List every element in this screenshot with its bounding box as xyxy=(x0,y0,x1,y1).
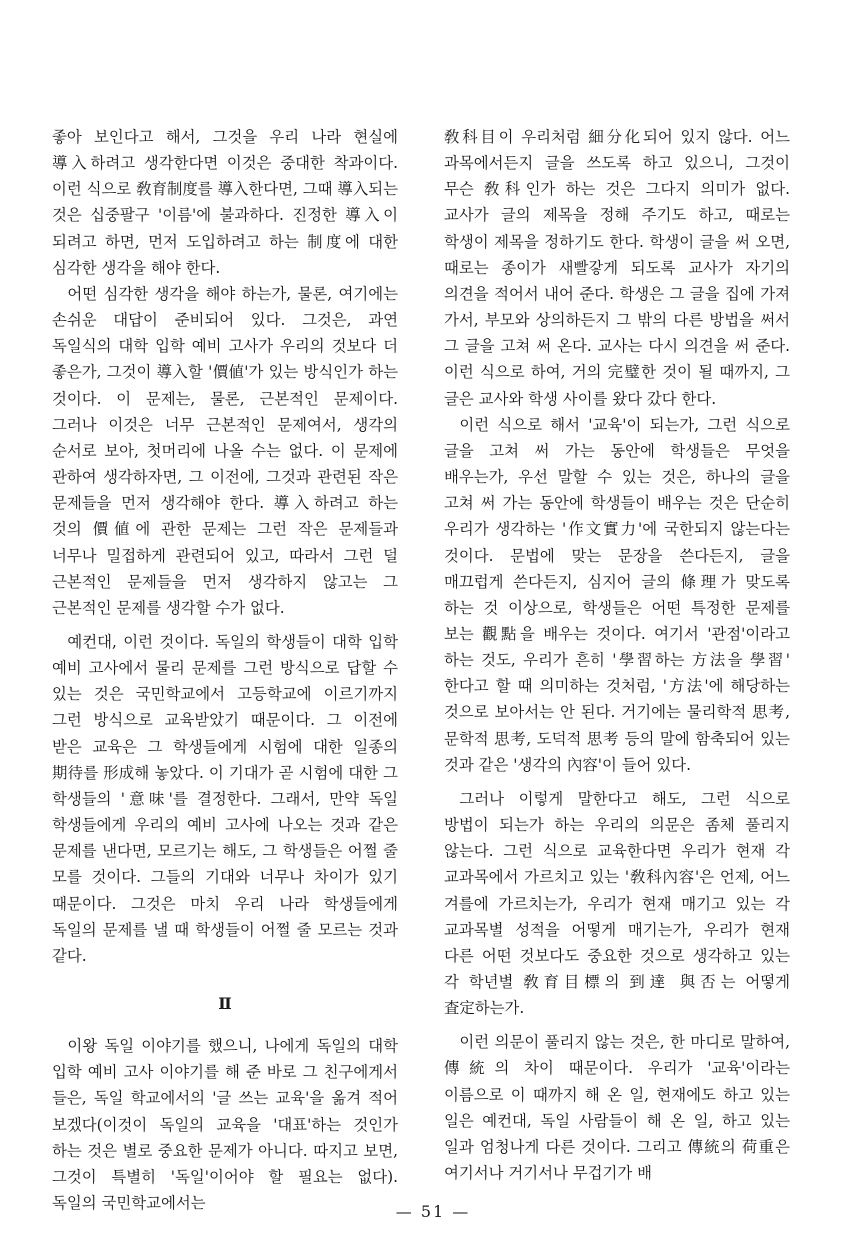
section-heading: Ⅱ xyxy=(218,994,232,1013)
left-column xyxy=(52,124,398,1216)
paragraph: 예컨대, 이런 것이다. 독일의 학생들이 대학 입학 예비 고사에서 물리 문제를 그런 방식으로 답할 수 있는 것은 국민학교에서 고등학교에 이르기까지 그런 방식으로 교육받았기 때문이다. 그 이전에 받은 교육은 그 학생들에게 시험에 대한 일종의 期待를 形成해 놓았다. 이 기대가 곧 시험에 대한 그 학생들의 '意味'를 결정한다. 그래서, 만약 독일 학생들에게 우리의 예비 고사에 나오는 것과 같은 문제를 낸다면, 모르기는 해도, 그 학생들은 어쩔 줄 모를 것이다. 그들의 기대와 너무나 차이가 있기 때문이다. 그것은 마치 우리 나라 학생들에게 독일의 문제를 낼 때 학생들이 어쩔 줄 모르는 것과 같다. xyxy=(52,632,398,965)
paragraph: 이런 의문이 풀리지 않는 것은, 한 마디로 말하여, 傳統의 차이 때문이다. 우리가 '교육'이라는 이름으로 이 때까지 해 온 일, 현재에도 하고 있는 일은 예컨대, 독일 사람들이 해 온 일, 하고 있는 일과 엄청나게 다른 것이다. 그리고 傳統의 荷重은 여기서나 거기서나 무겁기가 배 xyxy=(444,1033,790,1183)
paragraph: 이왕 독일 이야기를 했으니, 나에게 독일의 대학 입학 예비 고사 이야기를 해 준 바로 그 친구에게서 들은, 독일 학교에서의 '글 쓰는 교육'을 옮겨 적어 보겠다(이것이 독일의 교육을 '대표'하는 것인가 하는 것은 별로 중요한 문제가 아니다. 따지고 보면, 그것이 특별히 '독일'이어야 할 필요는 없다). 독일의 국민학교에서는 xyxy=(52,1037,398,1213)
paragraph: 좋아 보인다고 해서, 그것을 우리 나라 현실에 導入하려고 생각한다면 이것은 중대한 착과이다. 이런 식으로 敎育制度를 導入한다면, 그때 導入되는 것은 십중팔구 '이름'에 불과하다. 진정한 導入이 되려고 하면, 먼저 도입하려고 하는 制度에 대한 심각한 생각을 해야 한다. xyxy=(52,128,398,277)
paragraph: 이런 식으로 해서 '교육'이 되는가, 그런 식으로 글을 고쳐 써 가는 동안에 학생들은 무엇을 배우는가, 우선 말할 수 있는 것은, 하나의 글을 고쳐 써 가는 동안에 학생들이 배우는 것은 단순히 우리가 생각하는 '作文實力'에 국한되지 않는다는 것이다. 문법에 맞는 문장을 쓴다든지, 글을 매끄럽게 쓴다든지, 심지어 글의 條理가 맞도록 하는 것 이상으로, 학생들은 어떤 특정한 문제를 보는 觀點을 배우는 것이다. 여기서 '관점'이라고 하는 것도, 우리가 흔히 '學習하는 方法을 學習' 한다고 할 때 의미하는 것처럼, '方法'에 해당하는 것으로 보아서는 안 된다. 거기에는 물리학적 思考, 문학적 思考, 도덕적 思考 등의 말에 함축되어 있는 것과 같은 '생각의 內容'이 들어 있다. xyxy=(444,415,790,774)
paragraph: 敎科目이 우리처럼 細分化되어 있지 않다. 어느 과목에서든지 글을 쓰도록 하고 있으니, 그것이 무슨 敎科인가 하는 것은 그다지 의미가 없다. 교사가 글의 제목을 정해 주기도 하고, 때로는 학생이 제목을 정하기도 한다. 학생이 글을 써 오면, 때로는 종이가 새빨갛게 되도록 교사가 자기의 의견을 적어서 내어 준다. 학생은 그 글을 집에 가져 가서, 부모와 상의하든지 그 밖의 다른 방법을 써서 그 글을 고쳐 써 온다. 교사는 다시 의견을 써 준다. 이런 식으로 하여, 거의 完璧한 것이 될 때까지, 그 글은 교사와 학생 사이를 왔다 갔다 한다. xyxy=(444,128,790,408)
right-column xyxy=(444,124,790,1186)
paragraph: 그러나 이렇게 말한다고 해도, 그런 식으로 방법이 되는가 하는 우리의 의문은 좀체 풀리지 않는다. 그런 식으로 교육한다면 우리가 현재 각 교과목에서 가르치고 있는 '敎科內容'은 언제, 어느 겨를에 가르치는가, 우리가 현재 매기고 있는 각 교과목별 성적을 어떻게 매기는가, 우리가 현재 다른 어떤 것보다도 중요한 것으로 생각하고 있는 각 학년별 敎育目標의 到達 與否는 어떻게 査定하는가. xyxy=(444,789,790,1018)
page-number: — 51 — xyxy=(395,1202,471,1221)
paragraph: 어떤 심각한 생각을 해야 하는가, 물론, 여기에는 손쉬운 대답이 준비되어 있다. 그것은, 과연 독일식의 대학 입학 예비 고사가 우리의 것보다 더 좋은가, 그것이 導入할 '價値'가 있는 방식인가 하는 것이다. 이 문제는, 물론, 근본적인 문제이다. 그러나 이것은 너무 근본적인 문제여서, 생각의 순서로 보아, 첫머리에 나올 수는 없다. 이 문제에 관하여 생각하자면, 그 이전에, 그것과 관련된 작은 문제들을 먼저 생각해야 한다. 導入하려고 하는 것의 價値에 관한 문제는 그런 작은 문제들과 너무나 밀접하게 관련되어 있고, 따라서 그런 덜 근본적인 문제들을 먼저 생각하지 않고는 그 근본적인 문제를 생각할 수가 없다. xyxy=(52,284,398,617)
